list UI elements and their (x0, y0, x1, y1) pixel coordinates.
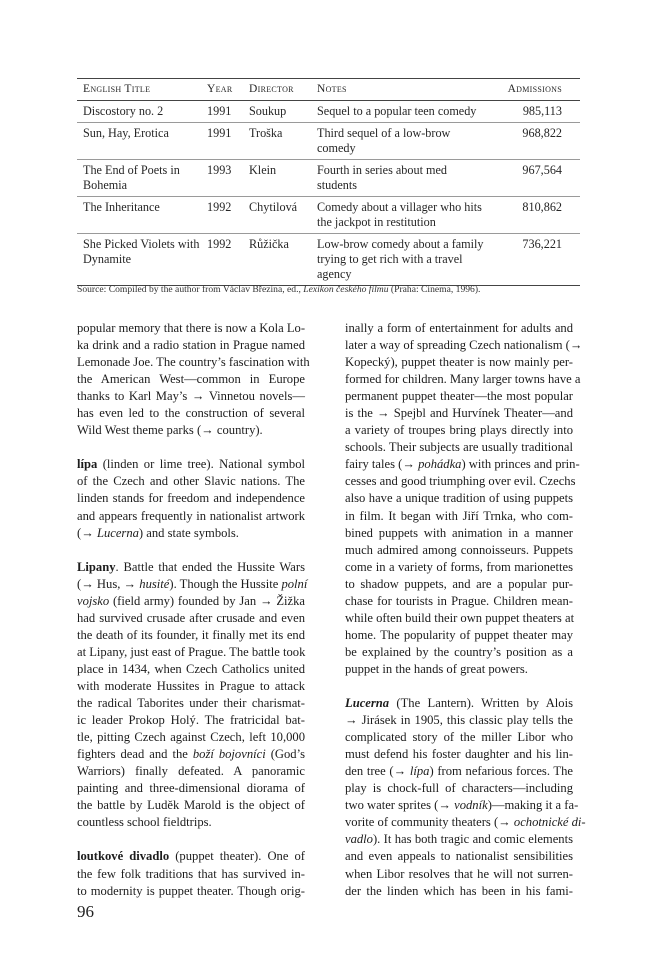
text-line: → Jirásek in 1905, this classic play tells the (345, 713, 573, 728)
text-line: vojsko (field army) founded by Jan → Žižka (77, 593, 305, 608)
table-header-row (77, 79, 580, 101)
entry-loutkove-divadlo (77, 848, 305, 899)
text-line: at Lipany, just east of Prague. The battle took (77, 644, 306, 659)
text-line: complicated story of the miller Libor who (345, 730, 573, 745)
text-line: and appears frequently in nationalist artwork (77, 508, 305, 523)
table-row (77, 123, 580, 160)
cell-notes: Fourth in series about med students (311, 160, 487, 197)
table-row (77, 101, 580, 123)
table-source-note (77, 284, 587, 295)
text-line: is the → Spejbl and Hurvínek Theater—and (345, 406, 573, 421)
cell-director: Soukup (243, 101, 311, 123)
cell-director: Růžička (243, 234, 311, 286)
text-line: ic leader Prokop Holý. The fratricidal bat- (77, 713, 305, 728)
text-line: Kopecký), puppet theater is now mainly per- (345, 355, 573, 370)
text-line: home. The popularity of puppet theater may (345, 627, 573, 642)
text-line: Lipany. Battle that ended the Hussite Wars (77, 559, 305, 574)
text-line: and even appeals to nationalist sensibilities (345, 849, 573, 864)
table-body (77, 101, 580, 286)
cell-title: She Picked Violets with Dynamite (77, 234, 201, 286)
entry-lipa (77, 456, 305, 541)
cell-admissions: 967,564 (487, 160, 580, 197)
text-line: fairy tales (→ pohádka) with princes and prin- (345, 457, 580, 472)
text-line: two water sprites (→ vodník)—making it a fa- (345, 798, 579, 813)
text-line: while often build their own puppet theaters at (345, 610, 575, 625)
header-admissions: Admissions (487, 79, 580, 101)
text-line: Wild West theme parks (→ country). (77, 423, 263, 438)
table-row (77, 160, 580, 197)
source-suffix: (Praha: Cinema, 1996). (388, 284, 481, 295)
text-line: when Libor resolves that he will not surren- (345, 866, 573, 881)
cell-director: Troška (243, 123, 311, 160)
paragraph-puppet-theater-cont (345, 320, 583, 678)
text-line: Lemonade Joe. The country’s fascination with (77, 355, 310, 370)
cell-notes: Low-brow comedy about a family trying to get rich with a travel agency (311, 234, 487, 286)
text-line: countless school fieldtrips. (77, 815, 212, 830)
table-row (77, 234, 580, 286)
cell-notes: Third sequel of a low-brow comedy (311, 123, 487, 160)
entry-lucerna (345, 695, 586, 900)
text-line: to modernity is puppet theater. Though orig- (77, 883, 305, 898)
text-line: place in 1434, when Czech Catholics united (77, 661, 305, 676)
text-line: puppet in the hands of great powers. (345, 661, 528, 676)
text-line: to shadow puppets, and are a popular pur- (345, 576, 573, 591)
text-line: formed for children. Many larger towns have a (345, 372, 581, 387)
cell-notes: Comedy about a villager who hits the jackpot in restitution (311, 197, 487, 234)
text-line: play is chock-full of characters—including (345, 781, 573, 796)
text-line: the few folk traditions that has survived in- (77, 866, 305, 881)
table-row (77, 197, 580, 234)
text-line: in film. It began with Jiří Trnka, who com- (345, 508, 573, 523)
text-line: tle, pitting Czech against Czech, left 10,000 (77, 730, 305, 745)
text-line: had survived crusade after crusade and even (77, 610, 305, 625)
cell-title: Discostory no. 2 (77, 101, 201, 123)
header-notes: Notes (311, 79, 487, 101)
text-line: the radical Taborites under their charismat- (77, 696, 305, 711)
text-line: lípa (linden or lime tree). National symbol (77, 457, 305, 472)
text-line: be explained by the country’s position as a (345, 644, 573, 659)
header-year: Year (201, 79, 243, 101)
text-line: thanks to Karl May’s → Vinnetou novels— (77, 389, 305, 404)
text-line: vadlo). It has both tragic and comic elements (345, 832, 573, 847)
text-line: der the linden which has been in his fami- (345, 883, 573, 898)
cell-director: Klein (243, 160, 311, 197)
text-line: also have a unique tradition of using puppets (345, 491, 573, 506)
cell-title: The Inheritance (77, 197, 201, 234)
header-english-title: English Title (77, 79, 201, 101)
text-line: permanent puppet theater—the most popular (345, 389, 573, 404)
text-line: a variety of troupes bring plays directly into (345, 423, 573, 438)
text-line: cesses and good triumphing over evil. Czechs (345, 474, 576, 489)
cell-director: Chytilová (243, 197, 311, 234)
text-line: vorite of community theaters (→ ochotnické di- (345, 815, 586, 830)
source-prefix: Source: Compiled by the author from Václav Březina, ed., (77, 284, 304, 295)
text-line: the American West—common in Europe (77, 372, 305, 387)
text-line: chase for tourists in Prague. Children mean- (345, 593, 573, 608)
text-line: inally a form of entertainment for adults and (345, 321, 573, 335)
cell-title: Sun, Hay, Erotica (77, 123, 201, 160)
text-line: bined puppets with animation in a manner (345, 525, 573, 540)
right-text-column (345, 320, 586, 917)
text-line: has even led to the construction of several (77, 406, 305, 421)
cell-title: The End of Poets in Bohemia (77, 160, 201, 197)
cell-year: 1992 (201, 197, 243, 234)
cell-notes: Sequel to a popular teen comedy (311, 101, 487, 123)
cell-year: 1991 (201, 101, 243, 123)
text-line: come in a variety of forms, from marionettes (345, 559, 573, 574)
text-line: with moderate Hussites in Prague to attack (77, 678, 305, 693)
cell-admissions: 736,221 (487, 234, 580, 286)
cell-year: 1991 (201, 123, 243, 160)
cell-year: 1993 (201, 160, 243, 197)
left-text-column (77, 320, 310, 917)
cell-admissions: 968,822 (487, 123, 580, 160)
cell-year: 1992 (201, 234, 243, 286)
cell-admissions: 810,862 (487, 197, 580, 234)
text-line: of the Czech and other Slavic nations. The (77, 474, 305, 489)
text-line: popular memory that there is now a Kola Lo- (77, 321, 306, 335)
page-number: 96 (77, 902, 94, 921)
text-line: much admired among connoisseurs. Puppets (345, 542, 573, 557)
text-line: linden stands for freedom and independence (77, 491, 305, 506)
paragraph-kola-loka (77, 320, 310, 439)
text-line: schools. Their subjects are usually traditional (345, 440, 573, 455)
text-line: ka drink and a radio station in Prague named (77, 338, 305, 353)
text-line: den tree (→ lípa) from nefarious forces. The (345, 764, 573, 779)
text-line: must defend his foster daughter and his lin- (345, 747, 573, 762)
box-office-table (77, 78, 580, 286)
text-line: Warriors) finally defeated. A panoramic (77, 764, 305, 779)
text-line: later a way of spreading Czech nationalism (→ (345, 338, 583, 353)
text-line: the death of its founder, it finally met its end (77, 627, 305, 642)
header-director: Director (243, 79, 311, 101)
text-line: (→ Hus, → husité). Though the Hussite polní (77, 576, 308, 591)
text-line: loutkové divadlo (puppet theater). One of (77, 849, 305, 864)
text-line: Lucerna (The Lantern). Written by Alois (345, 696, 573, 711)
entry-lipany (77, 559, 308, 832)
cell-admissions: 985,113 (487, 101, 580, 123)
text-line: painting and three-dimensional diorama of (77, 781, 305, 796)
box-office-table-wrap (77, 78, 580, 286)
text-line: the battle by Luděk Marold is the object of (77, 798, 305, 813)
text-line: fighters dead and the boží bojovníci (God’s (77, 747, 306, 762)
text-line: (→ Lucerna) and state symbols. (77, 525, 239, 540)
source-title: Lexikon českého filmu (303, 284, 389, 295)
